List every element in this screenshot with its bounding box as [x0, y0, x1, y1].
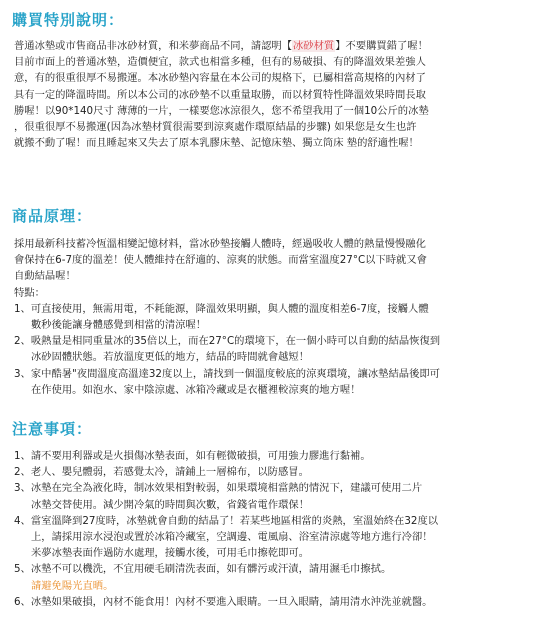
caution-item-cont: 冰墊交替使用。減少開冷氣的時間與次數，省錢省電作環保！ — [31, 498, 310, 511]
caution-item: 5、冰墊不可以機洗，不宜用硬毛刷清洗表面，如有髒污或汗漬，請用濕毛巾擦拭。 — [14, 563, 392, 576]
principle-paragraph — [14, 236, 528, 398]
principle-heading: 商品原理： — [12, 207, 93, 225]
caution-item: 1、請不要用利器或是火損傷冰墊表面，如有輕微破損，可用強力膠進行黏補。 — [14, 450, 371, 462]
feature-item: 3、家中酷暑"夜間溫度高溫達32度以上，請找到一個溫度較底的涼爽環境，讓冰墊結晶後即可 — [14, 367, 440, 380]
caution-item: 2、老人、嬰兒體弱，若感覺太冷，請鋪上一層棉布，以防感冒。 — [14, 466, 309, 479]
feature-item: 2、吸熱量是相同重量冰的35倍以上，而在27°C的環境下，在一個小時可以自動的結晶恢復到 — [14, 335, 441, 348]
purchase-note-line: 普通冰墊或市售商品非冰砂材質，和米夢商品不同，請認明【冰砂材質】不要購買錯了喔！ — [14, 40, 428, 52]
purchase-note-line: 目前市面上的普通冰墊，造價便宜，款式也相當多種，但有的易破損、有的降溫效果差強人 — [14, 56, 426, 69]
purchase-note-heading: 購買特別說明： — [12, 11, 125, 29]
caution-item-cont: 米夢冰墊表面作過防水處理，接觸水後，可用毛巾擦乾即可。 — [31, 547, 310, 560]
feature-item-cont: 在作使用。如泡水、家中陰涼處、冰箱冷藏或是衣櫃裡較涼爽的地方喔！ — [31, 383, 361, 396]
caution-item-cont: 上，請採用涼水浸泡或置於冰箱冷藏室，空調邊、電風扇、浴室清涼處等地方進行冷卻！ — [31, 531, 433, 544]
feature-item-cont: 冰砂固體狀態。若放溫度更低的地方，結晶的時間就會越短！ — [31, 351, 310, 364]
feature-item-cont: 數秒後能讓身體感覺到相當的清涼喔！ — [31, 319, 207, 332]
caution-item: 6、冰墊如果破損，內材不能食用！內材不要進入眼睛。一旦入眼睛，請用清水沖洗並就醫。 — [14, 595, 433, 608]
principle-line: 自動結晶喔！ — [14, 270, 76, 283]
features-label: 特點： — [14, 286, 45, 299]
material-highlight: 冰砂材質 — [293, 40, 335, 52]
purchase-note-line: 勝喔！以90*140尺寸 薄薄的一片，一樣要您冰涼很久，您不希望我用了一個10公斤的冰墊 — [14, 104, 429, 117]
purchase-note-line: 意，有的很重很厚不易搬運。本冰砂墊內容量在本公司的規格下，已屬相當高規格的內材了 — [14, 72, 426, 85]
caution-item: 3、冰墊在完全為液化時，制冰效果相對較弱，如果環境相當熱的情況下，建議可使用二片 — [14, 482, 423, 495]
caution-paragraph — [14, 448, 528, 610]
purchase-note-line: ，很重很厚不易搬運(因為冰墊材質很需要到涼爽處作環原結晶的步驟) 如果您是女生也許 — [14, 121, 417, 134]
principle-line: 採用最新科技蓄冷恆溫相變記憶材料，當冰砂墊接觸人體時，經過吸收人體的熱量慢慢融化 — [14, 238, 426, 250]
feature-item: 1、可直接使用，無需用電，不耗能源，降溫效果明顯，與人體的溫度相差6-7度，接觸人體 — [14, 302, 429, 315]
caution-item: 4、當室溫降到27度時，冰墊就會自動的結晶了！若某些地區相當的炎熱，室溫始終在32度以 — [14, 514, 439, 527]
purchase-note-line: 就搬不動了喔！而且睡起來又失去了原本乳膠床墊、記憶床墊、獨立筒床 墊的舒適性喔！ — [14, 137, 419, 150]
sunlight-note: 請避免陽光直晒。 — [31, 579, 114, 592]
caution-heading: 注意事項： — [12, 420, 93, 438]
principle-line: 會保持在6-7度的溫差！使人體維持在舒適的、涼爽的狀態。而當室溫度27°C以下時就又會 — [14, 254, 427, 267]
purchase-note-paragraph — [14, 38, 528, 151]
purchase-note-line: 具有一定的降溫時間。所以本公司的冰砂墊不以重量取勝，而以材質特性降溫效果時間長取 — [14, 88, 426, 101]
